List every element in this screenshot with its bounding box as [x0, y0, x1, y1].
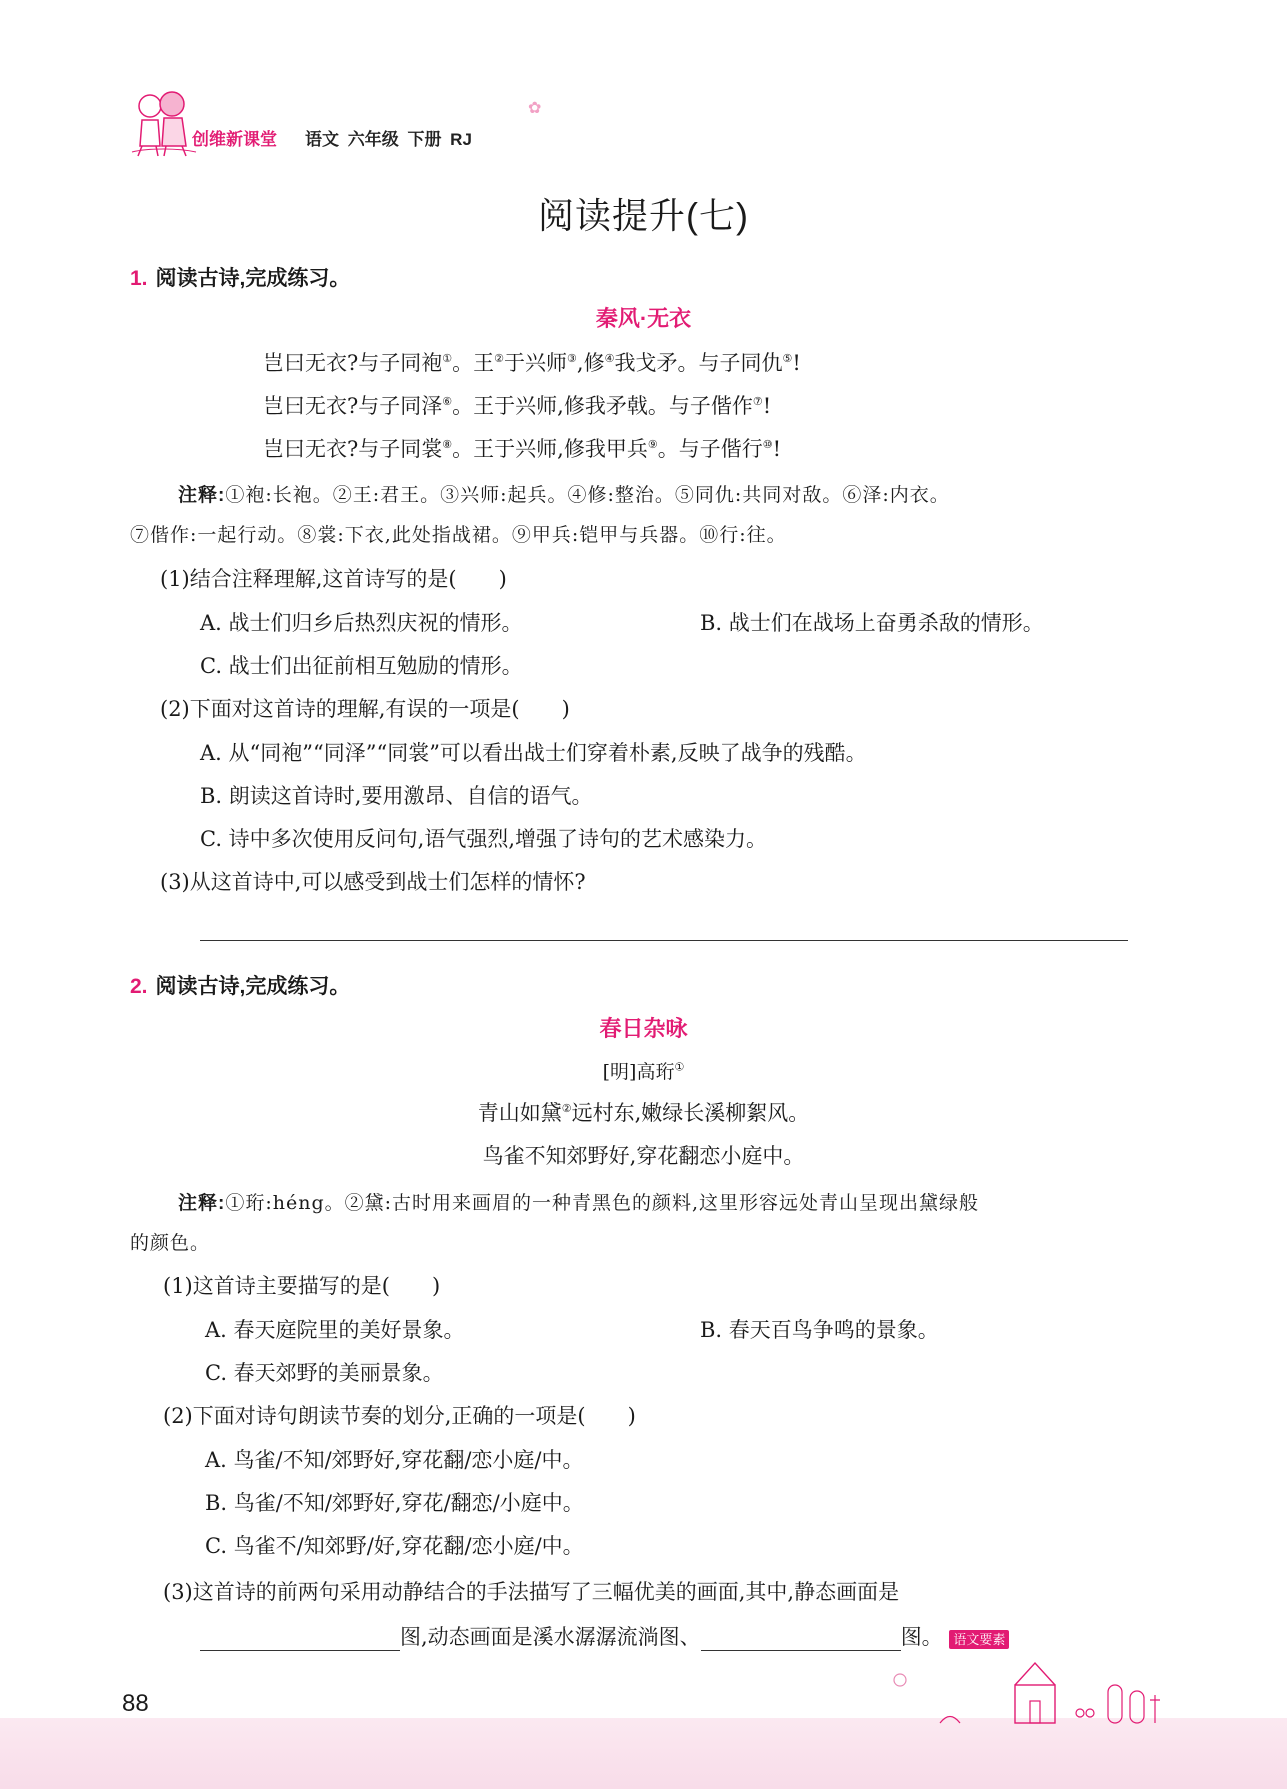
poem-author: [明]高珩①: [602, 1060, 685, 1083]
question-1-heading: [130, 262, 350, 292]
option-b[interactable]: B. 战士们在战场上奋勇杀敌的情形。: [700, 611, 1044, 635]
sub-question-stem: (3)这首诗的前两句采用动静结合的手法描写了三幅优美的画面,其中,静态画面是: [163, 1580, 900, 1604]
annotation-line: 注释:①珩:héng。②黛:古时用来画眉的一种青黑色的颜料,这里形容远处青山呈现出黛绿般: [178, 1192, 980, 1214]
answer-blank[interactable]: [200, 1630, 400, 1651]
poem-line-1: 青山如黛②远村东,嫩绿长溪柳絮风。: [477, 1101, 810, 1125]
brand-name: 创维新课堂: [192, 130, 277, 149]
element-tag: 语文要素: [949, 1630, 1009, 1649]
page-title: 阅读提升(七): [538, 195, 749, 236]
question-instruction: 阅读古诗,完成练习。: [155, 975, 351, 998]
option-b[interactable]: B. 朗读这首诗时,要用激昂、自信的语气。: [200, 784, 593, 808]
option-a[interactable]: A. 春天庭院里的美好景象。: [205, 1318, 465, 1342]
annotation-line: 注释:①袍:长袍。②王:君王。③兴师:起兵。④修:整治。⑤同仇:共同对敌。⑥泽:内衣。: [178, 484, 950, 506]
option-b[interactable]: B. 鸟雀/不知/郊野好,穿花/翻恋/小庭中。: [205, 1491, 584, 1515]
flower-icon: ✿: [528, 98, 542, 117]
annotation-label: 注释:: [178, 485, 226, 506]
question-number: 2.: [130, 975, 148, 998]
option-c[interactable]: C. 鸟雀不/知郊野/好,穿花翻/恋小庭/中。: [205, 1534, 584, 1558]
annotation-label: 注释:: [178, 1193, 226, 1214]
question-2-heading: [130, 970, 350, 1000]
answer-line[interactable]: [200, 940, 1128, 941]
sub-question-stem: (3)从这首诗中,可以感受到战士们怎样的情怀?: [160, 870, 586, 894]
answer-blank[interactable]: [701, 1630, 901, 1651]
page-number: 88: [122, 1690, 149, 1717]
annotation-line: ⑦偕作:一起行动。⑧裳:下衣,此处指战裙。⑨甲兵:铠甲与兵器。⑩行:往。: [130, 524, 787, 546]
castle-decoration: [880, 1655, 1180, 1725]
annotation-line: 的颜色。: [130, 1232, 211, 1254]
poem-line-2: 鸟雀不知郊野好,穿花翻恋小庭中。: [482, 1144, 805, 1168]
question-number: 1.: [130, 267, 148, 290]
sub-question-stem: (2)下面对这首诗的理解,有误的一项是( ): [160, 697, 570, 721]
option-a[interactable]: A. 战士们归乡后热烈庆祝的情形。: [200, 611, 523, 635]
sub-question-stem: (1)结合注释理解,这首诗写的是( ): [160, 567, 507, 591]
option-b[interactable]: B. 春天百鸟争鸣的景象。: [700, 1318, 939, 1342]
poem-title: 春日杂咏: [599, 1016, 688, 1041]
poem-line-3: 岂曰无衣?与子同裳⑧。王于兴师,修我甲兵⑨。与子偕行⑩!: [263, 437, 782, 461]
option-c[interactable]: C. 诗中多次使用反问句,语气强烈,增强了诗句的艺术感染力。: [200, 827, 768, 851]
option-a[interactable]: A. 鸟雀/不知/郊野好,穿花翻/恋小庭/中。: [205, 1448, 584, 1472]
question-instruction: 阅读古诗,完成练习。: [155, 267, 351, 290]
sub-question-stem: (1)这首诗主要描写的是( ): [163, 1274, 441, 1298]
footer-band: [0, 1718, 1287, 1789]
poem-line-2: 岂曰无衣?与子同泽⑥。王于兴师,修我矛戟。与子偕作⑦!: [263, 394, 772, 418]
sub-question-stem: (2)下面对诗句朗读节奏的划分,正确的一项是( ): [163, 1404, 636, 1428]
option-a[interactable]: A. 从“同袍”“同泽”“同裳”可以看出战士们穿着朴素,反映了战争的残酷。: [200, 741, 867, 765]
option-c[interactable]: C. 春天郊野的美丽景象。: [205, 1361, 444, 1385]
book-meta: 语文 六年级 下册 RJ: [305, 130, 472, 149]
poem-title: 秦风·无衣: [595, 306, 692, 331]
poem-line-1: 岂曰无衣?与子同袍①。王②于兴师③,修④我戈矛。与子同仇⑤!: [263, 351, 801, 375]
fill-in-line: 图,动态画面是溪水潺潺流淌图、 图。 语文要素: [200, 1621, 1009, 1651]
option-c[interactable]: C. 战士们出征前相互勉励的情形。: [200, 654, 523, 678]
mascot-logo: [128, 86, 198, 158]
